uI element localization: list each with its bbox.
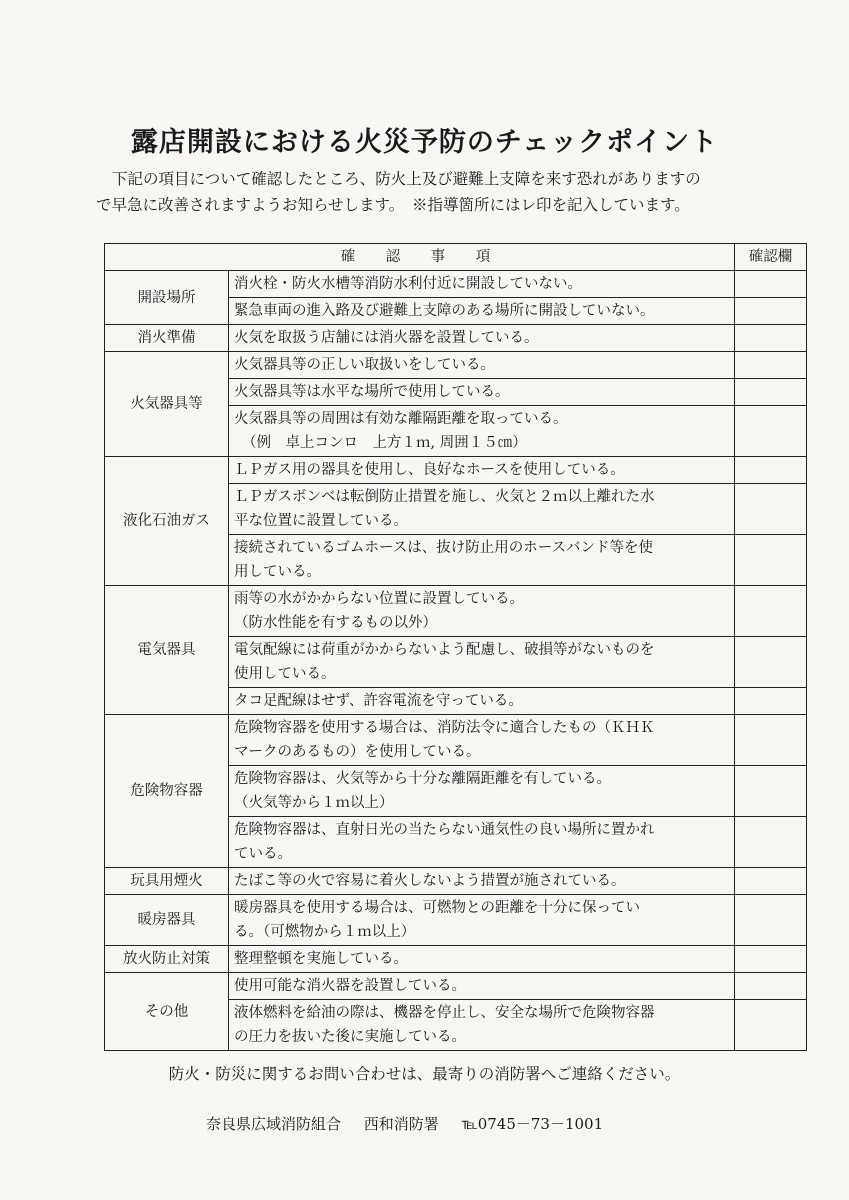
check-item: 消火栓・防火水槽等消防水利付近に開設していない。: [229, 271, 735, 298]
check-box[interactable]: [735, 298, 807, 325]
check-box[interactable]: [735, 868, 807, 895]
table-row: [105, 895, 807, 946]
table-row: [105, 868, 807, 895]
check-box[interactable]: [735, 457, 807, 484]
category-label: 火気器具等: [105, 352, 229, 457]
table-row: [105, 325, 807, 352]
check-item: [229, 895, 735, 946]
item-line: 用している。: [234, 564, 321, 580]
check-box[interactable]: [735, 406, 807, 457]
check-item: [229, 637, 735, 688]
check-box[interactable]: [735, 352, 807, 379]
category-label: その他: [105, 973, 229, 1051]
check-item: 火気器具等の正しい取扱いをしている。: [229, 352, 735, 379]
intro-text: [96, 166, 796, 218]
check-box[interactable]: [735, 379, 807, 406]
check-item: [229, 715, 735, 766]
table-row: [105, 586, 807, 637]
check-item: [229, 484, 735, 535]
table-header-row: [105, 244, 807, 271]
check-box[interactable]: [735, 535, 807, 586]
check-item: 火気を取扱う店舗には消火器を設置している。: [229, 325, 735, 352]
item-line: （火気等から１ｍ以上）: [234, 795, 394, 811]
check-box[interactable]: [735, 1000, 807, 1051]
issuer-info: [206, 1113, 621, 1134]
check-item: たばこ等の火で容易に着火しないよう措置が施されている。: [229, 868, 735, 895]
table-row: [105, 973, 807, 1000]
check-box[interactable]: [735, 271, 807, 298]
station-name: 西和消防署: [363, 1115, 439, 1133]
check-item: 火気器具等は水平な場所で使用している。: [229, 379, 735, 406]
check-item: [229, 406, 735, 457]
check-box[interactable]: [735, 325, 807, 352]
category-label: 電気器具: [105, 586, 229, 715]
check-box[interactable]: [735, 946, 807, 973]
item-line: （防水性能を有するもの以外）: [234, 615, 437, 631]
item-line: マークのあるもの）を使用している。: [234, 744, 481, 760]
category-label: 危険物容器: [105, 715, 229, 868]
item-line: 使用している。: [234, 666, 336, 682]
table-row: [105, 715, 807, 766]
item-line: 危険物容器は、火気等から十分な離隔距離を有している。: [234, 771, 611, 787]
item-line: 危険物容器は、直射日光の当たらない通気性の良い場所に置かれ: [234, 822, 655, 838]
table-row: [105, 352, 807, 379]
header-check: 確認欄: [735, 244, 807, 271]
check-box[interactable]: [735, 817, 807, 868]
item-line: 液体燃料を給油の際は、機器を停止し、安全な場所で危険物容器: [234, 1005, 655, 1021]
item-line: 電気配線には荷重がかからないよう配慮し、破損等がないものを: [234, 642, 655, 658]
check-item: [229, 766, 735, 817]
check-box[interactable]: [735, 688, 807, 715]
check-box[interactable]: [735, 895, 807, 946]
checklist-table: [104, 243, 807, 1051]
table-row: [105, 271, 807, 298]
check-item: タコ足配線はせず、許容電流を守っている。: [229, 688, 735, 715]
item-line: ＬＰガスボンベは転倒防止措置を施し、火気と２ｍ以上離れた水: [234, 489, 655, 505]
item-line: 危険物容器を使用する場合は、消防法令に適合したもの（ＫＨＫ: [234, 720, 655, 736]
check-item: ＬＰガス用の器具を使用し、良好なホースを使用している。: [229, 457, 735, 484]
item-line: 火気器具等の周囲は有効な離隔距離を取っている。: [234, 411, 568, 427]
table-row: [105, 457, 807, 484]
table-row: [105, 946, 807, 973]
check-box[interactable]: [735, 766, 807, 817]
category-label: 消火準備: [105, 325, 229, 352]
check-box[interactable]: [735, 973, 807, 1000]
check-box[interactable]: [735, 484, 807, 535]
item-line: ている。: [234, 846, 292, 862]
check-item: [229, 535, 735, 586]
check-box[interactable]: [735, 637, 807, 688]
check-item: 整理整頓を実施している。: [229, 946, 735, 973]
intro-line-1: 下記の項目について確認したところ、防火上及び避難上支障を来す恐れがありますの: [112, 170, 701, 188]
item-line: 雨等の水がかからない位置に設置している。: [234, 591, 524, 607]
category-label: 放火防止対策: [105, 946, 229, 973]
category-label: 開設場所: [105, 271, 229, 325]
category-label: 暖房器具: [105, 895, 229, 946]
check-item: 緊急車両の進入路及び避難上支障のある場所に開設していない。: [229, 298, 735, 325]
item-line: 接続されているゴムホースは、抜け防止用のホースバンド等を使: [234, 540, 654, 556]
item-line: る。（可燃物から１ｍ以上）: [234, 924, 416, 940]
item-line: の圧力を抜いた後に実施している。: [234, 1029, 466, 1045]
intro-line-2: で早急に改善されますようお知らせします。 ※指導箇所にはレ印を記入しています。: [96, 196, 690, 214]
check-item: [229, 817, 735, 868]
contact-note: 防火・防災に関するお問い合わせは、最寄りの消防署へご連絡ください。: [168, 1065, 681, 1083]
phone-number: ℡0745－73－1001: [461, 1115, 604, 1133]
item-line: 平な位置に設置している。: [234, 513, 408, 529]
check-box[interactable]: [735, 715, 807, 766]
item-line: 暖房器具を使用する場合は、可燃物との距離を十分に保ってい: [234, 900, 640, 916]
item-line: （例 卓上コンロ 上方１ｍ, 周囲１５㎝）: [242, 435, 527, 451]
check-box[interactable]: [735, 586, 807, 637]
check-item: [229, 1000, 735, 1051]
header-items: 確 認 事 項: [105, 244, 735, 271]
org-name: 奈良県広域消防組合: [206, 1115, 342, 1133]
category-label: 玩具用煙火: [105, 868, 229, 895]
document-title: 露店開設における火災予防のチェックポイント: [130, 127, 719, 158]
check-item: [229, 586, 735, 637]
check-item: 使用可能な消火器を設置している。: [229, 973, 735, 1000]
category-label: 液化石油ガス: [105, 457, 229, 586]
